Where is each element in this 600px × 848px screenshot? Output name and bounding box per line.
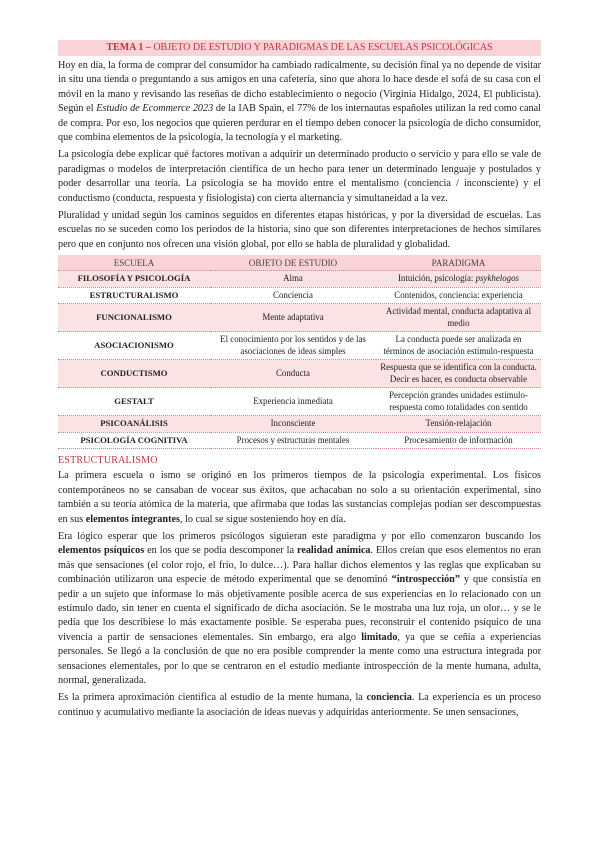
cell-school: PSICOANÁLISIS bbox=[58, 416, 210, 433]
cell-school: CONDUCTISMO bbox=[58, 360, 210, 388]
table-row bbox=[58, 287, 541, 304]
cell-object: Conducta bbox=[210, 360, 376, 388]
intro-paragraph-3: Pluralidad y unidad según los caminos seguidos en diferentes etapas históricas, y por la diversidad de escuelas. Las escuelas no se suceden como los periodos de la historia, sino que son diferentes interpretaciones de hechos similares pero que en conjunto nos ofrecen una visión global, por ello se habla de pluralidad y globalidad. bbox=[58, 210, 541, 250]
header-paradigm: PARADIGMA bbox=[376, 255, 541, 271]
cell-school: PSICOLOGÍA COGNITIVA bbox=[58, 432, 210, 449]
section-p3-text-b: . La experiencia es un proceso continuo y acumulativo mediante la asociación de ideas nuevas y adquiridas anteriormente. Se unen sensaciones, bbox=[58, 692, 541, 718]
schools-table bbox=[58, 255, 541, 449]
table-row bbox=[58, 271, 541, 288]
intro-paragraph-2: La psicología debe explicar qué factores motivan a adquirir un determinado producto o servicio y para ello se vale de paradigmas o modelos de interpretación científica de un hecho para tener un determinado lenguaje y postulados y poder desarrollar una teoría. La psicología se ha movido entre el mentalismo (conciencia / inconsciente) y el conductismo (conducta, respuesta y fisiologista) con cierta alternancia y simultaneidad a la vez. bbox=[58, 149, 541, 204]
cell-paradigm-italic: psykhelogos bbox=[475, 273, 520, 284]
section-p1-text-a: La primera escuela o ismo se originó en los primeros tiempos de la psicología experimental. Los físicos contemporáneos no se cansaban de vocear sus éxitos, que achacaban no solo a su orientación experimental, sino también a su teoría atómica de la materia, que afirmaba que todas las sustancias complejas podían ser descompuestas en sus bbox=[58, 470, 541, 525]
cell-paradigm: Percepción grandes unidades estímulo-respuesta como totalidades con sentido bbox=[376, 388, 541, 416]
intro-p1-text-a: Hoy en día, la forma de comprar del consumidor ha cambiado radicalmente, su decisión final ya no depende de visitar in situ una tienda o preguntando a sus amigos en una cafetería, sino que ahora lo hace desde el sofá de su casa con el móvil en la mano y revisando las reseñas de dicho establecimiento o negocio (Virginia Hidalgo, 2024, El publicista). Según el bbox=[58, 60, 541, 115]
table-row bbox=[58, 416, 541, 433]
cell-paradigm bbox=[376, 271, 541, 288]
section-p2-text-b: en los que se podía descomponer la bbox=[144, 545, 297, 557]
table-row bbox=[58, 332, 541, 360]
table-row bbox=[58, 432, 541, 449]
cell-school: GESTALT bbox=[58, 388, 210, 416]
section-p2-bold-2: realidad anímica bbox=[296, 545, 371, 557]
section-p3-text-a: Es la primera aproximación científica al estudio de la mente humana, la bbox=[58, 692, 367, 704]
intro-p1-text-b: de la IAB Spain, el 77% de los internautas españoles utilizan la red como canal de compra. Por eso, los negocios que quieren perdurar en el tiempo deben conocer la psicología de dicho consumidor, que combina elementos de la psicología, la tecnología y el marketing. bbox=[58, 103, 542, 144]
header-object: OBJETO DE ESTUDIO bbox=[210, 255, 376, 271]
section-p1-bold: elementos integrantes bbox=[85, 513, 180, 525]
cell-school: ESTRUCTURALISMO bbox=[58, 287, 210, 304]
cell-paradigm-text: Intuición, psicología: bbox=[397, 273, 476, 284]
cell-object: El conocimiento por los sentidos y de las asociaciones de ideas simples bbox=[210, 332, 376, 360]
section-p3-bold: conciencia bbox=[366, 692, 412, 704]
cell-object: Procesos y estructuras mentales bbox=[210, 432, 376, 449]
cell-object: Conciencia bbox=[210, 287, 376, 304]
cell-object: Experiencia inmediata bbox=[210, 388, 376, 416]
cell-school: FUNCIONALISMO bbox=[58, 304, 210, 332]
table-row bbox=[58, 388, 541, 416]
section-paragraph-2 bbox=[58, 530, 541, 688]
page-title bbox=[58, 40, 541, 56]
cell-object: Inconsciente bbox=[210, 416, 376, 433]
section-p2-bold-3: “introspección” bbox=[391, 574, 460, 586]
section-p2-text-d: y que consistía en pedir a un sujeto que informase lo más objetivamente posible acerca de sus experiencias en lo relacionado con un estímulo dado, sin tener en cuenta el significado de dicha asociación. Se le mostraba una luz roja, un olor… y se le pedía que los describiese lo más exactamente posible. Se esperaba pues, reconstruir el contenido psíquico de una vivencia a partir de sensaciones elementales. Sin embargo, era algo bbox=[58, 574, 541, 643]
intro-paragraph-1 bbox=[58, 59, 541, 145]
section-p2-bold-1: elementos psíquicos bbox=[58, 545, 145, 557]
table-row bbox=[58, 304, 541, 332]
section-p2-bold-4: limitado bbox=[361, 631, 398, 643]
intro-p1-italic: Estudio de Ecommerce 2023 bbox=[96, 103, 214, 115]
cell-paradigm: Tensión-relajación bbox=[376, 416, 541, 433]
table-row bbox=[58, 360, 541, 388]
cell-object: Alma bbox=[210, 271, 376, 288]
cell-paradigm: Contenidos, conciencia: experiencia bbox=[376, 287, 541, 304]
title-prefix: TEMA 1 – bbox=[106, 42, 151, 53]
section-p2-text-e: , ya que se ceñía a experiencias personales. Se llegó a la conclusión de que no era posible comprender la mente como una estructura integrada por sensaciones elementales, por lo que se centraron en el estudio mediante introspección de la mente humana, adulta, normal, generalizada. bbox=[58, 631, 542, 686]
section-p2-text-c: . Ellos creían que esos elementos no eran más que sensaciones (el color rojo, el frío, lo dulce…). Para hallar dichos elementos y las reglas que explicaban su combinación utilizaron una especie de método experimental que se denominó bbox=[58, 545, 541, 586]
cell-school: FILOSOFÍA Y PSICOLOGÍA bbox=[58, 271, 210, 288]
section-paragraph-1 bbox=[58, 469, 541, 527]
cell-paradigm: La conducta puede ser analizada en términos de asociación estímulo-respuesta bbox=[376, 332, 541, 360]
cell-paradigm: Actividad mental, conducta adaptativa al medio bbox=[376, 304, 541, 332]
cell-paradigm: Respuesta que se identifica con la conducta. Decir es hacer, es conducta observable bbox=[376, 360, 541, 388]
cell-paradigm: Procesamiento de información bbox=[376, 432, 541, 449]
title-text: OBJETO DE ESTUDIO Y PARADIGMAS DE LAS ESCUELAS PSICOLÓGICAS bbox=[153, 42, 493, 53]
section-heading: ESTRUCTURALISMO bbox=[58, 455, 158, 467]
cell-object: Mente adaptativa bbox=[210, 304, 376, 332]
table-header-row bbox=[58, 255, 541, 271]
section-p1-text-b: , lo cual se sigue sosteniendo hoy en día. bbox=[179, 513, 346, 525]
section-p2-text-a: Era lógico esperar que los primeros psicólogos siguieran este paradigma y por ello comenzaron buscando los bbox=[58, 530, 541, 542]
cell-school: ASOCIACIONISMO bbox=[58, 332, 210, 360]
header-school: ESCUELA bbox=[58, 255, 210, 271]
section-paragraph-3 bbox=[58, 691, 541, 720]
